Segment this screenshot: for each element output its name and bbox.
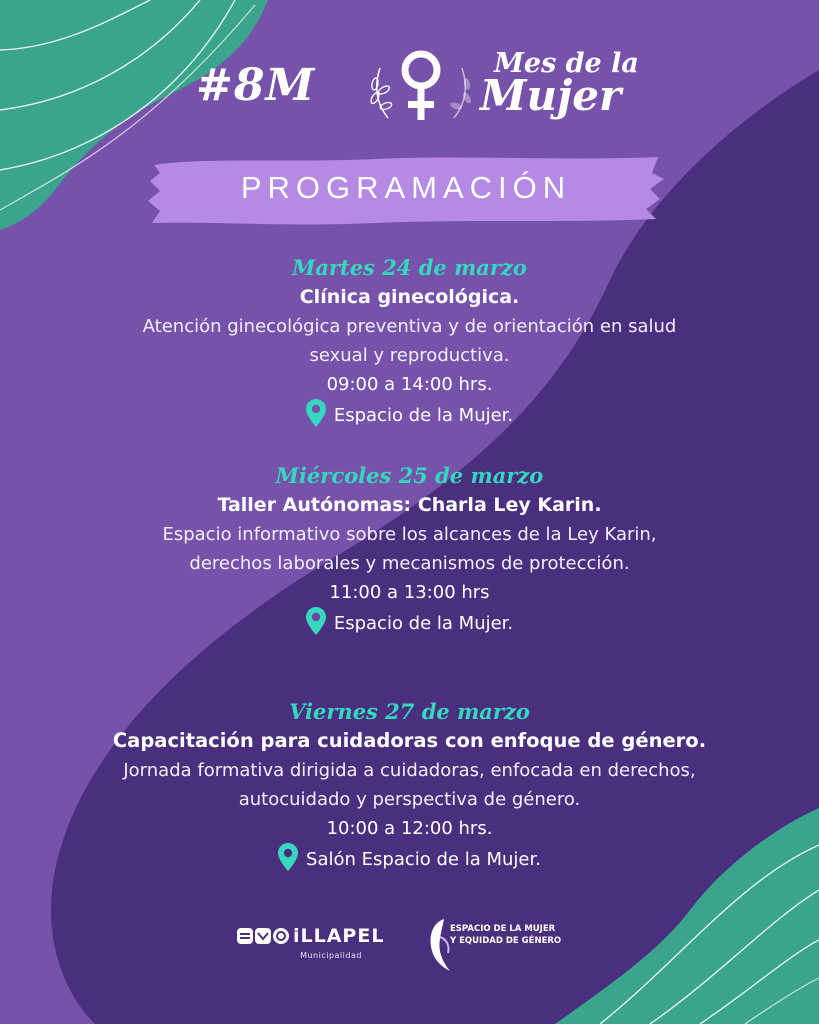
illapel-wordmark: iLLAPEL bbox=[293, 925, 385, 947]
event-description-line: Atención ginecológica preventiva y de orientación en salud bbox=[142, 316, 677, 337]
location-pin-icon bbox=[278, 843, 298, 871]
event-description-line: Jornada formativa dirigida a cuidadoras, enfocada en derechos, bbox=[123, 760, 696, 781]
programacion-heading: PROGRAMACIÓN bbox=[240, 170, 572, 205]
illapel-emblem-icon bbox=[236, 926, 292, 948]
event-martes bbox=[30, 254, 789, 431]
event-time: 09:00 a 14:00 hrs. bbox=[326, 374, 493, 395]
espacio-mujer-text bbox=[450, 923, 561, 947]
hashtag-8m: #8M bbox=[196, 60, 316, 111]
mes-title-line2: Mujer bbox=[480, 71, 622, 120]
event-place-label: Salón Espacio de la Mujer. bbox=[306, 849, 541, 870]
event-time: 11:00 a 13:00 hrs bbox=[329, 582, 490, 603]
mes-de-la-mujer-title bbox=[480, 48, 639, 120]
espacio-line1: ESPACIO DE LA MUJER bbox=[450, 924, 556, 934]
footer-logos bbox=[0, 915, 819, 975]
header bbox=[0, 48, 819, 138]
event-place-label: Espacio de la Mujer. bbox=[333, 613, 514, 634]
event-time: 10:00 a 12:00 hrs. bbox=[326, 818, 493, 839]
event-viernes bbox=[30, 698, 789, 875]
event-title: Capacitación para cuidadoras con enfoque de género. bbox=[112, 729, 707, 752]
event-place bbox=[30, 843, 789, 875]
event-place bbox=[30, 399, 789, 431]
event-date: Viernes 27 de marzo bbox=[289, 699, 530, 724]
event-description-line: Espacio informativo sobre los alcances de la Ley Karin, bbox=[162, 524, 657, 545]
mes-title-line1: Mes de la bbox=[494, 48, 639, 79]
location-pin-icon bbox=[306, 399, 326, 427]
espacio-mujer-logo bbox=[426, 917, 596, 973]
event-place-label: Espacio de la Mujer. bbox=[333, 405, 514, 426]
location-pin-icon bbox=[306, 607, 326, 635]
event-description-line: derechos laborales y mecanismos de protección. bbox=[189, 553, 630, 574]
illapel-subtitle: Municipalidad bbox=[300, 951, 362, 960]
event-description-line: sexual y reproductiva. bbox=[309, 345, 510, 366]
event-title: Clínica ginecológica. bbox=[299, 286, 520, 308]
event-miercoles bbox=[30, 462, 789, 639]
event-description-line: autocuidado y perspectiva de género. bbox=[238, 789, 581, 810]
event-date: Miércoles 25 de marzo bbox=[275, 463, 544, 488]
event-title: Taller Autónomas: Charla Ley Karin. bbox=[217, 494, 602, 516]
female-symbol-icon bbox=[366, 48, 476, 126]
event-place bbox=[30, 607, 789, 639]
espacio-line2: Y EQUIDAD DE GÉNERO bbox=[450, 936, 562, 946]
event-date: Martes 24 de marzo bbox=[292, 255, 527, 280]
